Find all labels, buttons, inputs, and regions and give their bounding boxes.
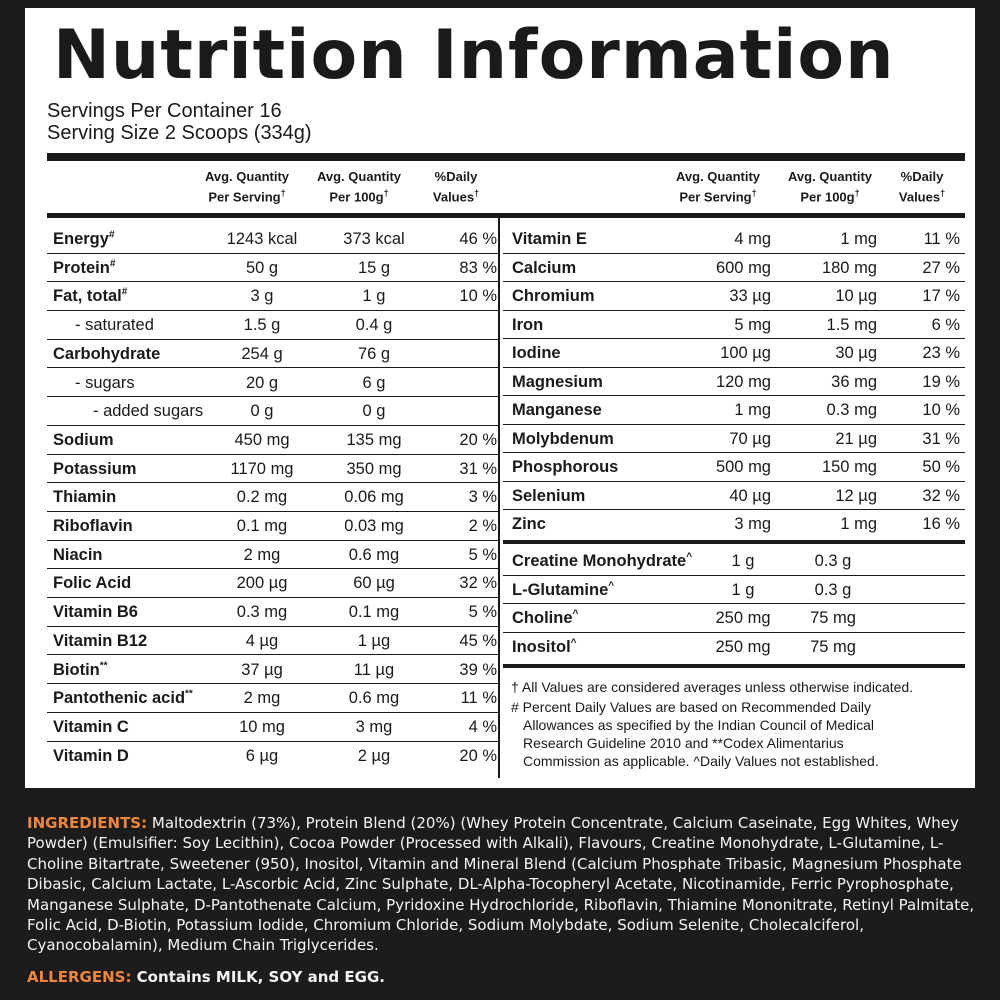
per-serving-value: 0.2 mg — [236, 488, 288, 507]
footnote-2: # Percent Daily Values are based on Recommended Daily — [511, 699, 872, 715]
per-100g-value: 0.6 mg — [348, 545, 400, 564]
nutrient-name: Vitamin B6 — [53, 603, 138, 622]
nutrient-row — [503, 633, 965, 662]
nutrient-name: Iron — [512, 315, 544, 334]
nutrient-row — [47, 541, 498, 570]
minerals-rule — [503, 540, 965, 544]
nutrient-row — [47, 656, 498, 685]
nutrient-name: - added sugars — [93, 402, 204, 421]
nutrient-row — [47, 742, 498, 771]
nutrient-row — [503, 453, 965, 482]
nutrient-name: Phosphorous — [512, 458, 619, 476]
daily-value: 5 % — [468, 545, 497, 564]
ingredients-text — [27, 813, 977, 956]
daily-value: 27 % — [922, 258, 960, 277]
per-100g-value: 75 mg — [810, 638, 856, 657]
footnote-mark: ** — [185, 688, 193, 700]
daily-value: 83 % — [459, 258, 497, 277]
nutrient-row — [47, 569, 498, 598]
nutrient-row — [47, 426, 498, 455]
per-100g-value: 0.3 g — [814, 552, 852, 570]
per-100g-value: 135 mg — [346, 430, 402, 449]
per-100g-value: 150 mg — [821, 458, 877, 476]
nutrient-row — [47, 483, 498, 512]
footnote-mark: # — [109, 258, 116, 270]
per-serving-value: 450 mg — [234, 430, 290, 449]
per-100g-value: 75 mg — [810, 609, 856, 628]
per-100g-value: 180 mg — [821, 258, 877, 277]
nutrient-row — [47, 455, 498, 484]
nutrient-name: Molybdenum — [512, 429, 614, 448]
nutrient-row — [503, 576, 965, 605]
allergens-label: ALLERGENS: — [27, 968, 132, 986]
nutrient-row — [47, 598, 498, 627]
nutrient-name: Thiamin — [53, 488, 117, 507]
per-100g-value: 1 mg — [840, 230, 877, 248]
footnote-4: Research Guideline 2010 and **Codex Alimentarius — [523, 735, 844, 751]
daily-value: 10 % — [922, 401, 960, 419]
per-100g-value: 15 g — [357, 258, 391, 277]
per-serving-value: 4 mg — [734, 230, 771, 248]
per-serving-value: 200 µg — [236, 574, 288, 593]
per-100g-value: 10 µg — [835, 287, 877, 305]
daily-value: 20 % — [459, 746, 497, 765]
per-serving-value: 500 mg — [715, 458, 771, 476]
nutrient-row — [47, 282, 498, 311]
nutrient-row — [503, 368, 965, 397]
per-100g-value: 0.6 mg — [348, 689, 400, 708]
per-100g-value: 0.03 mg — [344, 517, 404, 535]
nutrient-name: Vitamin E — [512, 230, 587, 248]
column-divider — [498, 218, 500, 778]
per-serving-value: 1 g — [731, 552, 755, 570]
per-100g-value: 36 mg — [831, 372, 877, 391]
per-serving-value: 0.3 mg — [236, 603, 288, 622]
header-daily-right: %Daily Values† — [898, 169, 946, 205]
per-100g-value: 0.06 mg — [344, 488, 404, 507]
per-100g-value: 6 g — [362, 373, 386, 392]
daily-value: 17 % — [922, 287, 960, 305]
per-100g-value: 350 mg — [346, 459, 402, 478]
header-per-serving-right: Avg. Quantity Per Serving† — [675, 169, 761, 205]
nutrient-row — [503, 510, 965, 539]
footnote-5: Commission as applicable. ^Daily Values not established. — [523, 753, 879, 769]
nutrient-name: L-Glutamine^ — [512, 580, 615, 599]
nutrient-name: Fat, total# — [53, 286, 128, 306]
nutrient-row — [503, 254, 965, 283]
per-serving-value: 1 mg — [734, 401, 771, 419]
nutrient-name: Chromium — [512, 287, 595, 305]
footnote-mark: ^ — [572, 608, 579, 620]
per-serving-value: 4 µg — [245, 631, 279, 650]
footnotes-rule — [503, 664, 965, 668]
nutrient-row — [47, 512, 498, 541]
per-100g-value: 1.5 mg — [826, 315, 877, 334]
nutrient-name: Inositol^ — [512, 637, 577, 657]
footnote-mark: ^ — [570, 637, 577, 649]
per-serving-value: 50 g — [245, 258, 279, 277]
per-100g-value: 1 µg — [357, 631, 391, 650]
nutrient-name: Creatine Monohydrate^ — [512, 551, 693, 570]
nutrient-row — [503, 339, 965, 368]
per-serving-value: 1170 mg — [230, 459, 294, 478]
per-serving-value: 37 µg — [241, 660, 283, 679]
nutrient-row — [47, 627, 498, 656]
nutrient-name: - saturated — [75, 316, 154, 335]
nutrient-row — [503, 396, 965, 425]
per-100g-value: 373 kcal — [343, 230, 405, 248]
nutrient-name: Niacin — [53, 545, 103, 564]
nutrient-name: Sodium — [53, 430, 114, 449]
per-serving-value: 70 µg — [729, 429, 771, 448]
nutrient-name: Protein# — [53, 258, 116, 277]
per-100g-value: 0.4 g — [355, 316, 393, 335]
daily-value: 32 % — [922, 486, 960, 505]
nutrient-name: Energy# — [53, 229, 115, 248]
per-100g-value: 12 µg — [835, 486, 877, 505]
per-serving-value: 3 g — [250, 287, 274, 306]
daily-value: 11 % — [923, 230, 960, 248]
nutrient-name: - sugars — [75, 373, 135, 392]
nutrient-name: Iodine — [512, 344, 561, 362]
nutrient-name: Selenium — [512, 486, 586, 505]
allergens-text — [27, 968, 385, 986]
per-100g-value: 76 g — [357, 344, 391, 363]
nutrient-row — [47, 340, 498, 369]
daily-value: 45 % — [459, 631, 497, 650]
per-serving-value: 40 µg — [729, 486, 771, 505]
per-100g-value: 0.3 g — [814, 580, 852, 599]
nutrient-name: Riboflavin — [53, 517, 133, 535]
daily-value: 2 % — [468, 517, 497, 535]
nutrient-row — [47, 254, 498, 283]
nutrient-row — [503, 604, 965, 633]
page-title: Nutrition Information — [53, 16, 895, 95]
header-per-serving-left: Avg. Quantity Per Serving† — [204, 169, 290, 205]
per-serving-value: 600 mg — [715, 258, 771, 277]
nutrient-name: Pantothenic acid** — [53, 688, 193, 708]
per-100g-value: 0 g — [362, 402, 386, 421]
ingredients-list: Maltodextrin (73%), Protein Blend (20%) (Whey Protein Concentrate, Calcium Caseinate, Egg Whites, Whey Powder) (Emulsifier: Soy Lecithin), Cocoa Powder (Processed with Alkali), Flavours, Creatine Monohydrate, L-Glutamine, L-Choline Bitartrate, Sweetener (950), Inositol, Vitamin and Mineral Blend (Calcium Phosphate Tribasic, Magnesium Phosphate Dibasic, Calcium Lactate, L-Ascorbic Acid, Zinc Sulphate, DL-Alpha-Tocopheryl Acetate, Nicotinamide, Ferric Pyrophosphate, Manganese Sulphate, D-Pantothenate Calcium, Pyridoxine Hydrochloride, Riboflavin, Thiamine Mononitrate, Retinyl Palmitate, Folic Acid, D-Biotin, Potassium Iodide, Chromium Chloride, Sodium Molybdate, Sodium Selenite, Cholecalciferol, Cyanocobalamin), Medium Chain Triglycerides. — [27, 814, 975, 955]
daily-value: 46 % — [459, 230, 497, 248]
per-serving-value: 250 mg — [715, 638, 771, 657]
daily-value: 5 % — [468, 603, 497, 622]
nutrient-row — [47, 684, 498, 713]
per-serving-value: 10 mg — [239, 717, 285, 736]
per-serving-value: 20 g — [245, 373, 279, 392]
daily-value: 32 % — [459, 574, 497, 593]
nutrient-name: Carbohydrate — [53, 344, 161, 363]
nutrient-row — [47, 311, 498, 340]
nutrient-name: Vitamin D — [53, 746, 129, 765]
daily-value: 6 % — [931, 315, 960, 334]
per-serving-value: 6 µg — [245, 746, 279, 765]
daily-value: 3 % — [468, 488, 497, 507]
daily-value: 39 % — [459, 660, 497, 679]
nutrient-name: Biotin** — [53, 660, 108, 679]
per-serving-value: 0 g — [250, 402, 274, 421]
nutrient-name: Magnesium — [512, 372, 603, 391]
daily-value: 50 % — [922, 458, 960, 476]
per-serving-value: 0.1 mg — [236, 517, 288, 535]
per-serving-value: 2 mg — [243, 689, 281, 708]
nutrient-row — [503, 425, 965, 454]
nutrition-panel — [25, 8, 975, 788]
per-serving-value: 33 µg — [729, 287, 771, 305]
header-per-100g-right: Avg. Quantity Per 100g† — [787, 169, 873, 205]
nutrient-row — [47, 369, 498, 398]
daily-value: 31 % — [459, 459, 497, 478]
daily-value: 20 % — [459, 430, 497, 449]
ingredients-label: INGREDIENTS: — [27, 814, 148, 832]
per-serving-value: 3 mg — [734, 515, 771, 533]
per-100g-value: 3 mg — [355, 717, 393, 736]
per-serving-value: 2 mg — [243, 545, 281, 564]
per-serving-value: 1 g — [731, 580, 755, 599]
nutrient-name: Potassium — [53, 459, 137, 478]
per-100g-value: 0.3 mg — [826, 401, 877, 419]
daily-value: 19 % — [922, 372, 960, 391]
nutrient-row — [503, 482, 965, 511]
serving-size: Serving Size 2 Scoops (334g) — [47, 122, 312, 144]
per-serving-value: 254 g — [241, 344, 283, 363]
per-100g-value: 1 g — [362, 287, 386, 306]
per-100g-value: 21 µg — [835, 429, 877, 448]
per-100g-value: 60 µg — [353, 574, 395, 593]
nutrient-name: Folic Acid — [53, 574, 132, 593]
nutrient-name: Manganese — [512, 401, 602, 419]
footnote-mark: ^ — [608, 580, 615, 592]
per-100g-value: 11 µg — [353, 660, 395, 679]
daily-value: 16 % — [922, 515, 960, 533]
footnote-mark: # — [108, 229, 115, 241]
per-100g-value: 1 mg — [840, 515, 877, 533]
nutrient-row — [47, 713, 498, 742]
nutrient-row — [503, 547, 965, 576]
header-per-100g-left: Avg. Quantity Per 100g† — [316, 169, 402, 205]
per-serving-value: 250 mg — [715, 609, 771, 628]
header-rule — [47, 213, 965, 218]
per-serving-value: 5 mg — [734, 315, 771, 334]
nutrient-row — [47, 397, 498, 426]
top-rule — [47, 153, 965, 161]
nutrient-name: Zinc — [512, 515, 546, 533]
header-daily-left: %Daily Values† — [432, 169, 480, 205]
per-100g-value: 30 µg — [835, 344, 877, 362]
per-serving-value: 1.5 g — [243, 316, 281, 335]
per-serving-value: 1243 kcal — [226, 230, 298, 248]
daily-value: 10 % — [459, 287, 497, 306]
allergens-list: Contains MILK, SOY and EGG. — [131, 968, 385, 986]
daily-value: 23 % — [922, 344, 960, 362]
per-100g-value: 2 µg — [357, 746, 391, 765]
daily-value: 31 % — [922, 429, 960, 448]
per-serving-value: 100 µg — [720, 344, 771, 362]
nutrient-row — [503, 282, 965, 311]
per-100g-value: 0.1 mg — [348, 603, 400, 622]
daily-value: 4 % — [468, 717, 497, 736]
footnote-mark: ** — [99, 660, 108, 671]
per-serving-value: 120 mg — [715, 372, 771, 391]
footnote-mark: # — [121, 286, 128, 298]
nutrient-row — [503, 225, 965, 254]
nutrient-name: Choline^ — [512, 608, 579, 628]
footnote-1: † All Values are considered averages unless otherwise indicated. — [511, 679, 914, 695]
nutrient-row — [47, 225, 498, 254]
daily-value: 11 % — [460, 689, 497, 708]
nutrient-row — [503, 311, 965, 340]
nutrient-name: Vitamin B12 — [53, 631, 148, 650]
servings-per-container: Servings Per Container 16 — [47, 100, 282, 122]
footnote-mark: ^ — [686, 551, 693, 563]
nutrient-name: Calcium — [512, 258, 577, 277]
footnote-3: Allowances as specified by the Indian Council of Medical — [523, 717, 874, 733]
nutrient-name: Vitamin C — [53, 717, 129, 736]
